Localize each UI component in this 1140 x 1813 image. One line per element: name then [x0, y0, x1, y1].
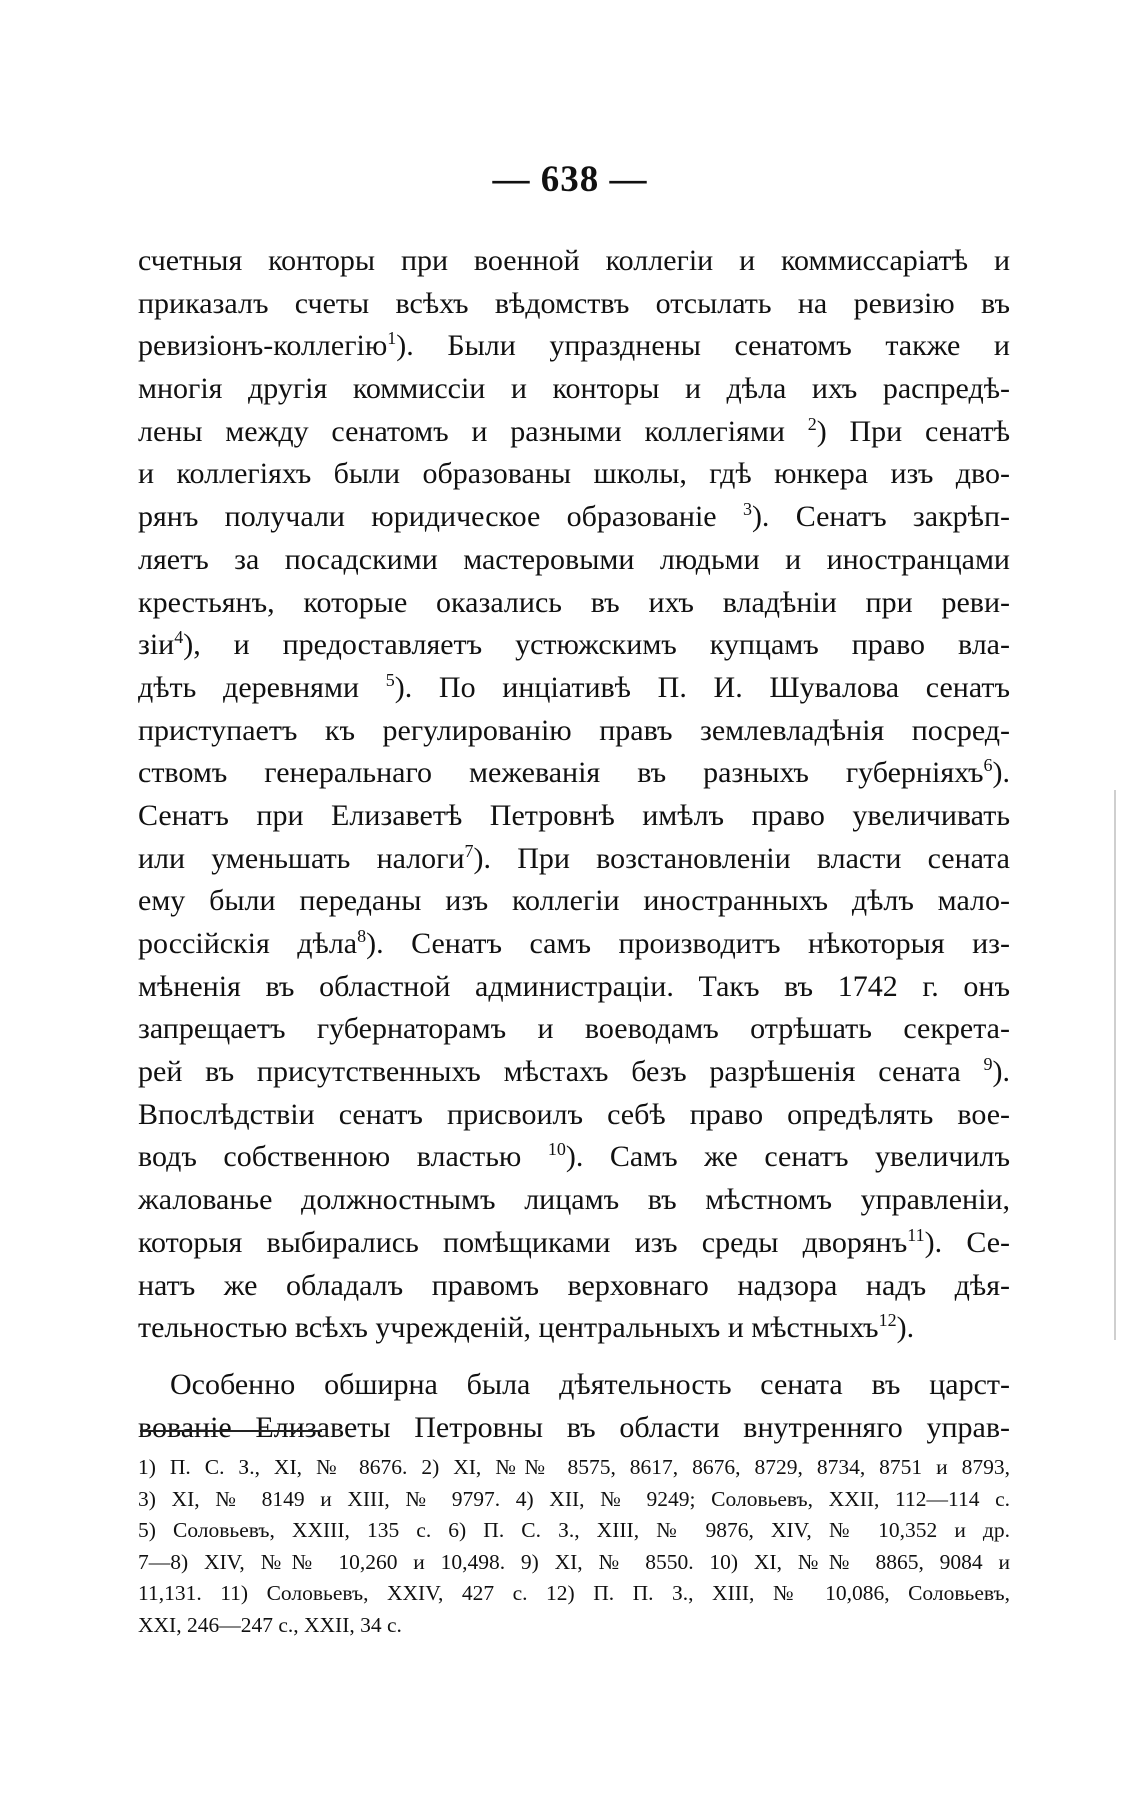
text-line: водъ собственною властью $^{10}$). Самъ же сенатъ увеличилъ: [138, 1139, 1011, 1174]
footnote-ref: 8: [357, 926, 367, 947]
text-line: натъ же обладалъ правомъ верховнаго надзора надъ дѣя-: [138, 1268, 1010, 1302]
text-line: которыя выбирались помѣщиками изъ среды дворянъ$^{11}$). Се-: [138, 1225, 1011, 1259]
footnote-line: 7—8) XIV, №№ 10,260 и 10,498. 9) XI, № 8550. 10) XI, №№ 8865, 9084 и: [138, 1549, 1010, 1574]
footnote-ref: 10: [547, 1139, 566, 1160]
footnote-ref: 4: [174, 627, 184, 648]
text-line: зіи$^4$), и предоставляетъ устюжскимъ купцамъ право вла-: [138, 627, 1010, 662]
text-line: ему были переданы изъ коллегіи иностранныхъ дѣлъ мало-: [138, 884, 1010, 918]
page-number: — 638 —: [492, 159, 648, 200]
footnote-line: XXI, 246—247 с., XXII, 34 с.: [138, 1612, 402, 1637]
text-line: Сенатъ при Елизаветѣ Петровнѣ имѣлъ право увеличивать: [138, 798, 1010, 832]
footnote-ref: 2: [807, 413, 817, 434]
footnote-line: 11,131. 11) Соловьевъ, XXIV, 427 с. 12) П. П. З., XIII, № 10,086, Соловьевъ,: [138, 1581, 1010, 1605]
text-line: лены между сенатомъ и разными коллегіями $^2$) При сенатѣ: [138, 413, 1011, 448]
text-line: Особенно обширна была дѣятельность сената въ царст-: [170, 1367, 1010, 1401]
text-line: рянъ получали юридическое образованіе $^3$). Сенатъ закрѣп-: [138, 499, 1011, 534]
main-text: [138, 240, 1010, 1449]
text-line: вованіе Елизаветы Петровны въ области внутренняго управ-: [138, 1410, 1010, 1444]
footnote-ref: 11: [907, 1225, 925, 1246]
text-line: тельностью всѣхъ учрежденій, центральныхъ и мѣстныхъ$^{12}$).: [138, 1310, 915, 1345]
text-line: запрещаетъ губернаторамъ и воеводамъ отрѣшать секрета-: [138, 1012, 1010, 1046]
footnote-divider: [140, 1430, 322, 1432]
text-line: ствомъ генеральнаго межеванія въ разныхъ губерніяхъ$^6$).: [138, 755, 1010, 790]
text-line: приказалъ счеты всѣхъ вѣдомствъ отсылать на ревизію въ: [138, 286, 1010, 320]
footnote-ref: 9: [983, 1054, 993, 1075]
footnote-ref: 1: [387, 328, 397, 349]
text-line: Впослѣдствіи сенатъ присвоилъ себѣ право опредѣлять вое-: [138, 1097, 1010, 1131]
footnote-ref: 5: [385, 670, 395, 691]
text-line: крестьянъ, которые оказались въ ихъ владѣніи при реви-: [138, 585, 1010, 619]
footnote-ref: 7: [464, 840, 474, 861]
footnotes: [138, 1452, 1010, 1641]
footnote-line: 3) XI, № 8149 и XIII, № 9797. 4) XII, № 9249; Соловьевъ, XXII, 112—114 с.: [138, 1486, 1010, 1511]
footnote-ref: 6: [983, 755, 993, 776]
footnote-line: 5) Соловьевъ, XXIII, 135 с. 6) П. С. З., XIII, № 9876, XIV, № 10,352 и др.: [138, 1518, 1010, 1542]
footnote-ref: 3: [742, 499, 752, 520]
text-line: приступаетъ къ регулированію правъ землевладѣнія посред-: [138, 713, 1010, 747]
footnote-line: 1) П. С. З., XI, № 8676. 2) XI, №№ 8575, 8617, 8676, 8729, 8734, 8751 и 8793,: [138, 1455, 1010, 1479]
text-line: или уменьшать налоги$^7$). При возстановленіи власти сената: [138, 840, 1010, 875]
paragraph-gap: [138, 1350, 1010, 1364]
margin-scan-line: [1114, 790, 1116, 1340]
text-line: жалованье должностнымъ лицамъ въ мѣстномъ управленіи,: [138, 1183, 1010, 1217]
text-line: рей въ присутственныхъ мѣстахъ безъ разрѣшенія сената $^9$).: [138, 1054, 1010, 1089]
text-line: многія другія коммиссіи и конторы и дѣла ихъ распредѣ-: [138, 372, 1010, 406]
text-line: счетныя конторы при военной коллегіи и коммиссаріатѣ и: [138, 244, 1010, 277]
text-line: ревизіонъ-коллегію$^1$). Были упразднены сенатомъ также и: [138, 328, 1010, 363]
text-line: и коллегіяхъ были образованы школы, гдѣ юнкера изъ дво-: [138, 457, 1010, 491]
text-line: дѣть деревнями $^5$). По инціативѣ П. И. Шувалова сенатъ: [138, 670, 1011, 704]
text-line: россійскія дѣла$^8$). Сенатъ самъ производитъ нѣкоторыя из-: [138, 926, 1010, 960]
footnote-ref: 12: [878, 1310, 897, 1331]
text-line: ляетъ за посадскими мастеровыми людьми и иностранцами: [138, 542, 1010, 576]
text-line: мѣненія въ областной администраціи. Такъ въ 1742 г. онъ: [138, 969, 1010, 1003]
